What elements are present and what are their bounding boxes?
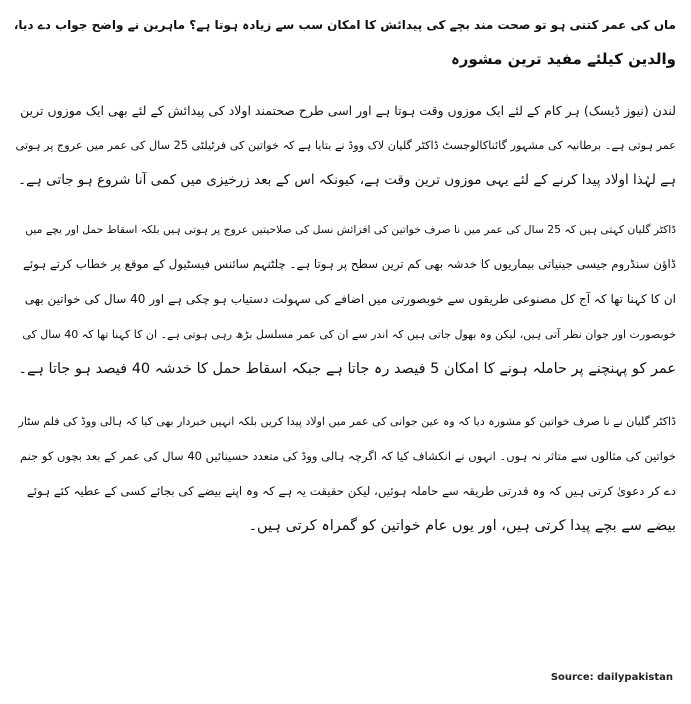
article <box>14 8 676 544</box>
text-line: خواتین کی مثالوں سے متاثر نہ ہوں۔ انہوں نے انکشاف کیا کہ اگرچہ ہالی ووڈ کی متعدد حسینائیں 40 سال کی عمر کے بعد بچوں کو جنم <box>20 449 676 463</box>
headline <box>14 8 676 76</box>
text-line: ڈاکٹر گلیان نے نا صرف خواتین کو مشورہ دیا کہ وہ عین جوانی کی عمر میں اولاد پیدا کریں بلکہ انہیں خبردار بھی کیا کہ ہالی ووڈ کی فلم سٹار <box>18 415 676 428</box>
text-line: ہے لہٰذا اولاد پیدا کرنے کے لئے یہی موزوں ترین وقت ہے، کیونکہ اس کے بعد زرخیزی میں کمی آنا شروع ہو جاتی ہے۔ <box>18 172 676 188</box>
paragraph-intro <box>14 93 676 198</box>
text-line: بیضے سے بچے پیدا کرتی ہیں، اور یوں عام خواتین کو گمراہ کرتی ہیں۔ <box>248 518 676 534</box>
text-line: عمر کو پہنچنے پر حاملہ ہونے کا امکان 5 فیصد رہ جاتا ہے جبکہ اسقاط حمل کا خدشہ 40 فیصد ہو جاتا ہے۔ <box>18 361 676 377</box>
text-line: ڈاؤن سنڈروم جیسی جینیاتی بیماریوں کا خدشہ بھی کم ترین سطح پر ہوتا ہے۔ چلٹنہم سائنس فیسٹیول کے موقع پر خطاب کرتے ہوئے <box>23 257 676 271</box>
text-line: دے کر دعویٰ کرتی ہیں کہ وہ قدرتی طریقہ سے حاملہ ہوئیں، لیکن حقیقت یہ ہے کہ وہ اپنے بیضے کی بجائے کسی کے عطیہ کئے ہوئے <box>26 484 676 498</box>
text-line: ان کا کہنا تھا کہ آج کل مصنوعی طریقوں سے خوبصورتی میں اضافے کی سہولت دستیاب ہو چکی ہے اور 40 سال کی خواتین بھی <box>24 292 676 306</box>
text-line: لندن (نیوز ڈیسک) ہر کام کے لئے ایک موزوں وقت ہوتا ہے اور اسی طرح صحتمند اولاد کی پیدائش کے لئے بھی ایک موزوں ترین <box>20 103 676 118</box>
paragraph-advice <box>14 404 676 544</box>
paragraph-body <box>14 212 676 387</box>
text-line: خوبصورت اور جوان نظر آتی ہیں، لیکن وہ بھول جاتی ہیں کہ اندر سے ان کی عمر مسلسل بڑھ رہی ہوتی ہے۔ ان کا کہنا تھا کہ 40 سال کی <box>22 328 676 341</box>
text-line: عمر ہوتی ہے۔ برطانیہ کی مشہور گائناکالوجسٹ ڈاکٹر گلیان لاک ووڈ نے بتایا ہے کہ خواتین کی فرٹیلٹی 25 سال کی عمر میں عروج پر ہوتی <box>15 139 676 152</box>
text-line: ڈاکٹر گلیان کہتی ہیں کہ 25 سال کی عمر میں نا صرف خواتین کی افزائش نسل کی صلاحیتیں عروج پر ہوتی ہیں بلکہ اسقاط حمل اور بچے میں <box>25 223 676 236</box>
headline-line: والدین کیلئے مفید ترین مشورہ <box>450 50 676 68</box>
source-credit: Source: dailypakistan <box>550 672 673 683</box>
headline-line: ماں کی عمر کتنی ہو تو صحت مند بچے کی پیدائش کا امکان سب سے زیادہ ہوتا ہے؟ ماہرین نے واضح جواب دے دیا، <box>13 18 676 32</box>
